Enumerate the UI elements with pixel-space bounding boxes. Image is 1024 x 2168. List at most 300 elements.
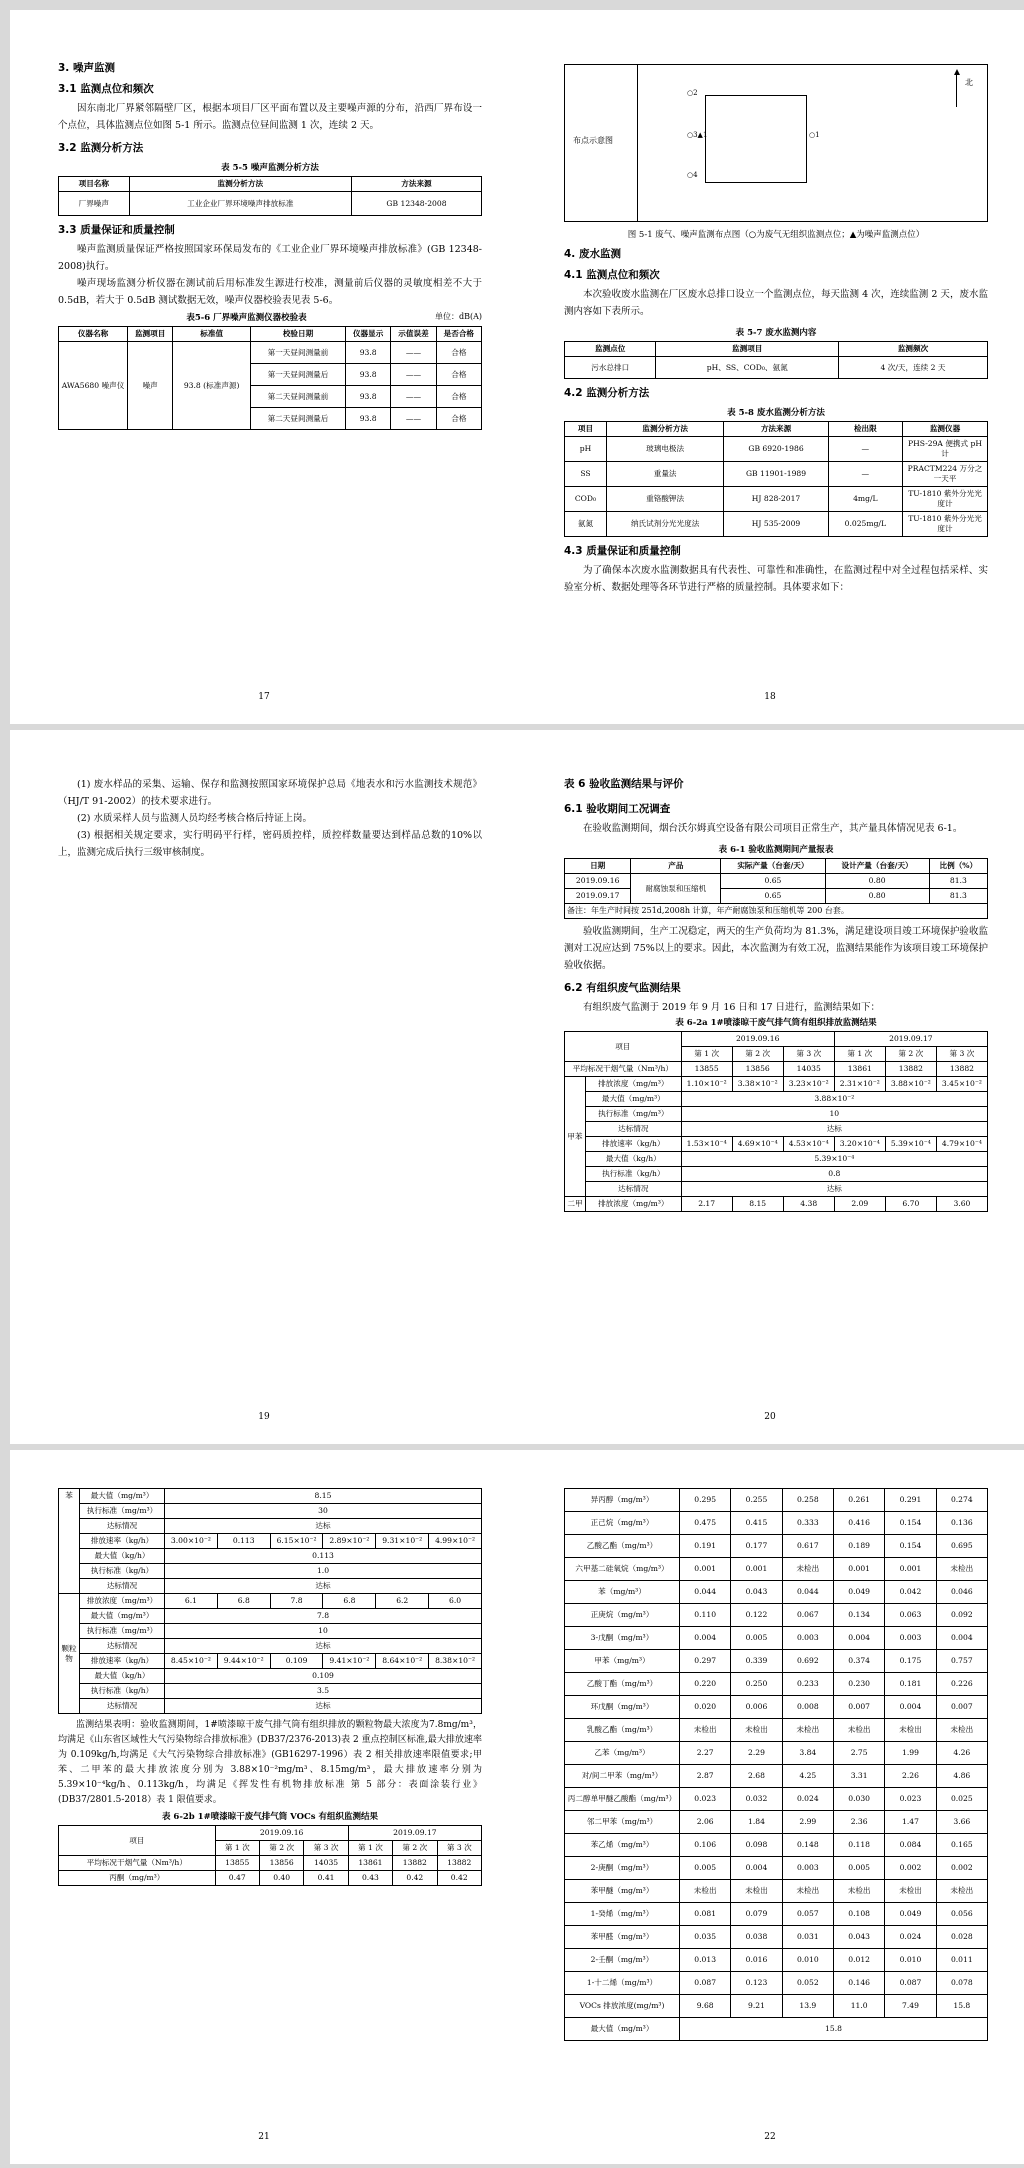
table-header: 2019.09.17 [834, 1032, 987, 1047]
table-cell: — [828, 462, 902, 487]
table-cell: 0.016 [731, 1949, 782, 1972]
table-6-2a [564, 1031, 988, 1212]
table-header: 第 1 次 [348, 1841, 392, 1856]
table-cell: 最大值（mg/m³） [80, 1609, 165, 1624]
monitor-point-3-noise-1: ○3▲1 [687, 131, 708, 139]
table-cell: 第一天昼间测量前 [251, 342, 346, 364]
table-header: 2019.09.17 [348, 1826, 481, 1841]
table-cell: 0.617 [782, 1535, 833, 1558]
table-cell: 0.191 [680, 1535, 731, 1558]
table-cell: 4 次/天，连续 2 天 [839, 357, 988, 379]
table-cell: 0.044 [680, 1581, 731, 1604]
table-cell: 环戊酮（mg/m³） [565, 1696, 680, 1719]
table-cell: 未检出 [782, 1558, 833, 1581]
table-cell: 0.032 [731, 1788, 782, 1811]
table-cell: 未检出 [782, 1719, 833, 1742]
table-cell: 厂界噪声 [59, 192, 130, 216]
table-cell: 丙二醇单甲醚乙酸酯（mg/m³） [565, 1788, 680, 1811]
table-row [565, 1650, 988, 1673]
monitor-point-2: ○2 [687, 89, 698, 97]
table-cell: 排放浓度（mg/m³） [586, 1197, 682, 1212]
table-cell: 0.052 [782, 1972, 833, 1995]
list-item: (2) 水质采样人员与监测人员均经考核合格后持证上岗。 [77, 813, 312, 824]
table-cell: 达标情况 [80, 1699, 165, 1714]
table-cell: 二甲 [565, 1197, 586, 1212]
table-cell: 0.006 [731, 1696, 782, 1719]
table-header: 第 1 次 [834, 1047, 885, 1062]
table-cell: PRACTM224 万分之一天平 [903, 462, 988, 487]
section-heading: 6.1 验收期间工况调查 [564, 803, 671, 815]
table-cell: 3.31 [833, 1765, 884, 1788]
table-cell: 执行标准（kg/h） [80, 1684, 165, 1699]
table-cell: 乙苯（mg/m³） [565, 1742, 680, 1765]
table-row [565, 1512, 988, 1535]
table-cell: 0.028 [936, 1926, 987, 1949]
table-cell: 合格 [436, 342, 481, 364]
table-cell: pH [565, 437, 607, 462]
table-cell: 4.69×10⁻⁴ [732, 1137, 783, 1152]
table-cell: 0.078 [936, 1972, 987, 1995]
table-cell: 13882 [885, 1062, 936, 1077]
section-heading: 4.3 质量保证和质量控制 [564, 545, 681, 557]
north-arrow-icon [956, 73, 957, 107]
table-row [565, 1880, 988, 1903]
table-cell: —— [391, 342, 436, 364]
table-cell: 13855 [215, 1856, 259, 1871]
table-cell: 达标 [165, 1579, 482, 1594]
paragraph: 本次验收废水监测在厂区废水总排口设立一个监测点位，每天监测 4 次，连续监测 2 天，废水监测内容如下表所示。 [564, 289, 988, 317]
table-header: 监测仪器 [903, 422, 988, 437]
table-cell: 噪声 [128, 342, 173, 430]
table-cell: 3.5 [165, 1684, 482, 1699]
table-cell: 0.220 [680, 1673, 731, 1696]
table-cell: 1.10×10⁻² [681, 1077, 732, 1092]
table-cell: 0.226 [936, 1673, 987, 1696]
table-cell: 2.17 [681, 1197, 732, 1212]
table-cell: 93.8 (标准声源) [173, 342, 251, 430]
table-cell: 0.134 [833, 1604, 884, 1627]
table-header: 第 1 次 [681, 1047, 732, 1062]
table-cell: —— [391, 386, 436, 408]
unit-label: 单位：dB(A) [434, 312, 482, 321]
table-cell: 0.049 [885, 1903, 936, 1926]
table-cell: 0.146 [833, 1972, 884, 1995]
table-row [565, 1627, 988, 1650]
table-cell: 执行标准（kg/h） [586, 1167, 682, 1182]
table-cell: 正庚烷（mg/m³） [565, 1604, 680, 1627]
table-cell: 未检出 [731, 1719, 782, 1742]
page-21 [10, 1450, 518, 2164]
table-cell: 执行标准（mg/m³） [586, 1107, 682, 1122]
table-cell: 2.26 [885, 1765, 936, 1788]
table-cell: 0.042 [885, 1581, 936, 1604]
paragraph: 有组织废气监测于 2019 年 9 月 16 日和 17 日进行，监测结果如下： [583, 1002, 881, 1013]
table-cell: 15.8 [936, 1995, 987, 2018]
table-cell: 最大值（kg/h） [80, 1669, 165, 1684]
table-cell: 81.3 [929, 874, 987, 889]
table-cell: 0.005 [680, 1857, 731, 1880]
list-item: (1) 废水样品的采集、运输、保存和监测按照国家环境保护总局《地表水和污水监测技术规范》（HJ/T 91-2002）的技术要求进行。 [58, 779, 482, 807]
table-cell: 最大值（mg/m³） [80, 1489, 165, 1504]
table-header: 标准值 [173, 327, 251, 342]
table-caption: 表 6-1 验收监测期间产量报表 [718, 845, 834, 855]
table-cell: 0.291 [885, 1489, 936, 1512]
table-caption [58, 311, 482, 323]
table-cell: 执行标准（mg/m³） [80, 1624, 165, 1639]
table-cell: 2-庚酮（mg/m³） [565, 1857, 680, 1880]
table-header: 第 2 次 [885, 1047, 936, 1062]
table-cell: 未检出 [680, 1880, 731, 1903]
table-header: 项目 [565, 1032, 682, 1062]
table-cell: 1.99 [885, 1742, 936, 1765]
table-cell: 六甲基二硅氧烷（mg/m³） [565, 1558, 680, 1581]
table-cell: GB 12348-2008 [351, 192, 481, 216]
table-cell: 1.84 [731, 1811, 782, 1834]
table-cell: 苯 [59, 1489, 80, 1594]
table-cell: 0.80 [825, 874, 929, 889]
table-header: 方法来源 [724, 422, 828, 437]
page-17 [10, 10, 518, 724]
table-cell: 0.695 [936, 1535, 987, 1558]
table-cell: 0.010 [782, 1949, 833, 1972]
table-cell: 7.8 [165, 1609, 482, 1624]
table-cell: 0.007 [936, 1696, 987, 1719]
table-cell: 耐腐蚀泵和压缩机 [631, 874, 721, 904]
table-cell: TU-1810 紫外分光光度计 [903, 487, 988, 512]
table-caption: 表 5-5 噪声监测分析方法 [221, 163, 319, 173]
table-cell: 0.008 [782, 1696, 833, 1719]
section-heading: 3.1 监测点位和频次 [58, 83, 154, 95]
table-cell: 2.29 [731, 1742, 782, 1765]
table-cell: 2.36 [833, 1811, 884, 1834]
table-header: 第 2 次 [393, 1841, 437, 1856]
table-cell: 4.38 [783, 1197, 834, 1212]
table-cell: 未检出 [731, 1880, 782, 1903]
paragraph: 在验收监测期间，烟台沃尔姆真空设备有限公司项目正常生产，其产量具体情况见表 6-1。 [583, 823, 963, 834]
table-cell: 2.99 [782, 1811, 833, 1834]
table-cell: 3.23×10⁻² [783, 1077, 834, 1092]
page-number: 21 [258, 2132, 270, 2142]
table-cell: 0.233 [782, 1673, 833, 1696]
paragraph: 为了确保本次废水监测数据具有代表性、可靠性和准确性，在监测过程中对全过程包括采样、实验室分析、数据处理等各环节进行严格的质量控制。具体要求如下： [564, 565, 988, 593]
table-cell: 9.21 [731, 1995, 782, 2018]
table-cell: 0.136 [936, 1512, 987, 1535]
table-cell: 9.41×10⁻² [323, 1654, 376, 1669]
page-18 [516, 10, 1024, 724]
table-cell: 10 [165, 1624, 482, 1639]
table-cell: 未检出 [885, 1719, 936, 1742]
table-cell: 0.110 [680, 1604, 731, 1627]
table-cell: 0.003 [782, 1857, 833, 1880]
table-cell: 1-十二烯（mg/m³） [565, 1972, 680, 1995]
table-cell: 0.339 [731, 1650, 782, 1673]
table-cell: 3.88×10⁻² [885, 1077, 936, 1092]
table-header: 第 3 次 [437, 1841, 481, 1856]
page-number: 18 [764, 692, 776, 702]
table-cell: 7.49 [885, 1995, 936, 2018]
table-cell: 0.004 [936, 1627, 987, 1650]
table-cell: 0.024 [782, 1788, 833, 1811]
table-cell: 丙酮（mg/m³） [59, 1871, 216, 1886]
table-row [565, 1972, 988, 1995]
table-cell: 0.087 [680, 1972, 731, 1995]
table-caption: 表 6-2b 1#喷漆晾干废气排气筒 VOCs 有组织监测结果 [161, 1812, 379, 1822]
table-header: 监测点位 [565, 342, 656, 357]
table-cell: 2.06 [680, 1811, 731, 1834]
paragraph: 监测结果表明：验收监测期间，1#喷漆晾干废气排气筒有组织排放的颗粒物最大浓度为7.8mg/m³，均满足《山东省区域性大气污染物综合排放标准》(DB37/2376-2013)表 2 重点控制区标准,最大排放速率为 0.109kg/h,均满足《大气污染物综合排放标准》(GB16297-1996）表 2 相关排放速率限值要求;甲苯、二甲苯的最大排放浓度分别为 3.88×10⁻²mg/m³、8.15mg/m³，最大排放速率分别为 5.39×10⁻⁴kg/h、0.113kg/h，均满足《挥发性有机物排放标准 第 5 部分：表面涂装行业》(DB37/2801.5-2018）表 1 限值要求。 [58, 1720, 482, 1805]
table-cell: 8.64×10⁻² [376, 1654, 429, 1669]
table-cell: 0.005 [833, 1857, 884, 1880]
table-cell: 0.001 [680, 1558, 731, 1581]
table-cell: 乙酸丁酯（mg/m³） [565, 1673, 680, 1696]
table-cell: GB 6920-1986 [724, 437, 828, 462]
table-cell: 未检出 [680, 1719, 731, 1742]
table-row [565, 1765, 988, 1788]
table-cell: 0.024 [885, 1926, 936, 1949]
table-5-7 [564, 341, 988, 379]
table-cell: 0.274 [936, 1489, 987, 1512]
north-arrow-head-icon [954, 69, 960, 75]
table-header: 比例（%） [929, 859, 987, 874]
table-caption-text: 表5-6 厂界噪声监测仪器校验表 [186, 313, 307, 323]
table-cell: 8.38×10⁻² [429, 1654, 482, 1669]
table-cell: COD₀ [565, 487, 607, 512]
table-cell: 0.001 [885, 1558, 936, 1581]
table-6-2a-continued [58, 1488, 482, 1714]
table-cell: 0.003 [885, 1627, 936, 1650]
table-cell: 13856 [732, 1062, 783, 1077]
table-6-2b-continued [564, 1488, 988, 2041]
table-header: 2019.09.16 [681, 1032, 834, 1047]
table-cell: 9.44×10⁻² [217, 1654, 270, 1669]
table-cell: 13861 [834, 1062, 885, 1077]
table-cell: 0.65 [721, 874, 825, 889]
table-cell: —— [391, 364, 436, 386]
table-header: 是否合格 [436, 327, 481, 342]
table-cell: 0.109 [165, 1669, 482, 1684]
table-cell: 81.3 [929, 889, 987, 904]
table-cell: 0.177 [731, 1535, 782, 1558]
table-cell: 最大值（mg/m³） [586, 1092, 682, 1107]
table-cell: 13855 [681, 1062, 732, 1077]
page-number: 20 [764, 1412, 776, 1422]
table-cell: 0.42 [437, 1871, 481, 1886]
table-cell: 达标情况 [80, 1579, 165, 1594]
table-cell: 2.31×10⁻² [834, 1077, 885, 1092]
table-row [565, 1949, 988, 1972]
table-cell: 0.004 [833, 1627, 884, 1650]
table-cell: 达标 [681, 1122, 987, 1137]
table-row [565, 1857, 988, 1880]
table-cell: 纳氏试剂分光光度法 [606, 512, 723, 537]
page-number: 17 [258, 692, 270, 702]
table-cell: 0.002 [885, 1857, 936, 1880]
table-cell: 第二天昼间测量后 [251, 408, 346, 430]
table-cell: 平均标况干烟气量（Nm³/h） [565, 1062, 682, 1077]
table-cell: 6.0 [429, 1594, 482, 1609]
table-cell: 0.004 [731, 1857, 782, 1880]
table-cell: 14035 [304, 1856, 348, 1871]
table-cell: 乙酸乙酯（mg/m³） [565, 1535, 680, 1558]
table-cell: 0.023 [885, 1788, 936, 1811]
table-cell: 0.189 [833, 1535, 884, 1558]
section-heading: 6.2 有组织废气监测结果 [564, 982, 681, 994]
table-row [565, 1926, 988, 1949]
table-cell: 6.15×10⁻² [270, 1534, 323, 1549]
table-cell: 排放速率（kg/h） [80, 1534, 165, 1549]
page-19 [10, 730, 518, 1444]
table-row [565, 1581, 988, 1604]
figure-divider [637, 65, 638, 221]
table-header: 项目名称 [59, 177, 130, 192]
table-cell: 苯甲醛（mg/m³） [565, 1926, 680, 1949]
table-header: 2019.09.16 [215, 1826, 348, 1841]
table-cell: 30 [165, 1504, 482, 1519]
table-header: 方法来源 [351, 177, 481, 192]
table-row [565, 1811, 988, 1834]
table-cell: 0.098 [731, 1834, 782, 1857]
table-cell: 0.255 [731, 1489, 782, 1512]
table-cell: 4.99×10⁻² [429, 1534, 482, 1549]
paragraph: 噪声监测质量保证严格按照国家环保局发布的《工业企业厂界环境噪声排放标准》(GB 12348-2008)执行。 [58, 244, 482, 272]
table-cell: 0.043 [731, 1581, 782, 1604]
table-row [565, 1558, 988, 1581]
table-6-1 [564, 858, 988, 919]
table-cell: 达标 [165, 1699, 482, 1714]
table-cell: 13882 [437, 1856, 481, 1871]
table-cell: 0.081 [680, 1903, 731, 1926]
table-cell: 0.001 [731, 1558, 782, 1581]
table-cell: 0.035 [680, 1926, 731, 1949]
table-cell: 0.80 [825, 889, 929, 904]
table-cell: 5.39×10⁻⁴ [885, 1137, 936, 1152]
table-cell: 93.8 [346, 408, 391, 430]
north-label: 北 [965, 78, 973, 87]
table-cell: 13882 [393, 1856, 437, 1871]
table-header: 监测项目 [128, 327, 173, 342]
table-cell: 2.89×10⁻² [323, 1534, 376, 1549]
table-row [565, 1719, 988, 1742]
table-cell: 重量法 [606, 462, 723, 487]
table-cell: 0.181 [885, 1673, 936, 1696]
table-cell: 0.8 [681, 1167, 987, 1182]
table-cell: 14035 [783, 1062, 834, 1077]
table-row [565, 1995, 988, 2018]
monitor-point-4: ○4 [687, 171, 698, 179]
table-cell: 正己烷（mg/m³） [565, 1512, 680, 1535]
table-cell: 0.108 [833, 1903, 884, 1926]
section-heading: 4.1 监测点位和频次 [564, 269, 660, 281]
table-cell: 玻璃电极法 [606, 437, 723, 462]
table-cell: 3-戊酮（mg/m³） [565, 1627, 680, 1650]
table-cell: 13882 [936, 1062, 987, 1077]
table-cell: 8.15 [165, 1489, 482, 1504]
table-header: 校验日期 [251, 327, 346, 342]
table-cell: 6.1 [165, 1594, 218, 1609]
table-cell: 1.53×10⁻⁴ [681, 1137, 732, 1152]
table-header: 监测分析方法 [606, 422, 723, 437]
table-cell: 苯甲醚（mg/m³） [565, 1880, 680, 1903]
table-cell: 0.65 [721, 889, 825, 904]
table-header: 设计产量（台套/天） [825, 859, 929, 874]
section-heading: 4.2 监测分析方法 [564, 387, 650, 399]
table-cell: 0.261 [833, 1489, 884, 1512]
table-cell: 颗粒物 [59, 1594, 80, 1714]
table-cell: 0.005 [731, 1627, 782, 1650]
table-cell: 未检出 [782, 1880, 833, 1903]
table-cell: 2.68 [731, 1765, 782, 1788]
table-cell: 异丙醇（mg/m³） [565, 1489, 680, 1512]
table-cell: 0.002 [936, 1857, 987, 1880]
table-header: 实际产量（台套/天） [721, 859, 825, 874]
table-cell: 6.70 [885, 1197, 936, 1212]
table-cell: 最大值（mg/m³） [565, 2018, 680, 2041]
table-cell: 0.123 [731, 1972, 782, 1995]
table-cell: 合格 [436, 364, 481, 386]
table-header: 第 2 次 [259, 1841, 303, 1856]
page-20 [516, 730, 1024, 1444]
table-cell: PHS-29A 便携式 pH 计 [903, 437, 988, 462]
table-row [565, 1489, 988, 1512]
table-cell: 0.106 [680, 1834, 731, 1857]
table-cell: 1.0 [165, 1564, 482, 1579]
table-cell: 93.8 [346, 364, 391, 386]
table-cell: 最大值（kg/h） [80, 1549, 165, 1564]
table-cell: 达标 [165, 1639, 482, 1654]
table-caption: 表 6-2a 1#喷漆晾干废气排气筒有组织排放监测结果 [675, 1018, 877, 1028]
table-cell: HJ 828-2017 [724, 487, 828, 512]
table-cell: 13861 [348, 1856, 392, 1871]
table-cell: 2.27 [680, 1742, 731, 1765]
table-header: 示值误差 [391, 327, 436, 342]
table-cell: 4.25 [782, 1765, 833, 1788]
table-cell: 3.00×10⁻² [165, 1534, 218, 1549]
table-cell: 6.2 [376, 1594, 429, 1609]
table-cell: HJ 535-2009 [724, 512, 828, 537]
table-cell: 工业企业厂界环境噪声排放标准 [129, 192, 351, 216]
table-header: 项目 [59, 1826, 216, 1856]
table-6-2b [58, 1825, 482, 1886]
table-cell: 0.046 [936, 1581, 987, 1604]
table-cell: 1-癸烯（mg/m³） [565, 1903, 680, 1926]
table-cell: 0.001 [833, 1558, 884, 1581]
table-cell: 2.75 [833, 1742, 884, 1765]
table-cell: 0.004 [885, 1696, 936, 1719]
table-cell: 93.8 [346, 386, 391, 408]
table-cell: 污水总排口 [565, 357, 656, 379]
table-cell: GB 11901-1989 [724, 462, 828, 487]
table-cell: 达标 [165, 1519, 482, 1534]
table-cell: 8.15 [732, 1197, 783, 1212]
table-header: 监测项目 [656, 342, 839, 357]
table-caption: 表 5-8 废水监测分析方法 [727, 408, 825, 418]
table-cell: 0.175 [885, 1650, 936, 1673]
section-heading: 3.3 质量保证和质量控制 [58, 224, 175, 236]
table-cell: 0.42 [393, 1871, 437, 1886]
table-cell: 执行标准（mg/m³） [80, 1504, 165, 1519]
list-item: (3) 根据相关规定要求，实行明码平行样，密码质控样，质控样数量要达到样品总数的10%以上，监测完成后执行三级审核制度。 [58, 830, 482, 858]
table-cell: 3.20×10⁻⁴ [834, 1137, 885, 1152]
table-cell: 0.007 [833, 1696, 884, 1719]
table-header: 监测频次 [839, 342, 988, 357]
table-cell: 达标情况 [80, 1639, 165, 1654]
table-cell: pH、SS、COD₀、氨氮 [656, 357, 839, 379]
table-cell: 0.113 [165, 1549, 482, 1564]
table-cell: 第一天昼间测量后 [251, 364, 346, 386]
table-cell: 0.113 [217, 1534, 270, 1549]
table-cell: 未检出 [936, 1880, 987, 1903]
table-cell: 9.31×10⁻² [376, 1534, 429, 1549]
